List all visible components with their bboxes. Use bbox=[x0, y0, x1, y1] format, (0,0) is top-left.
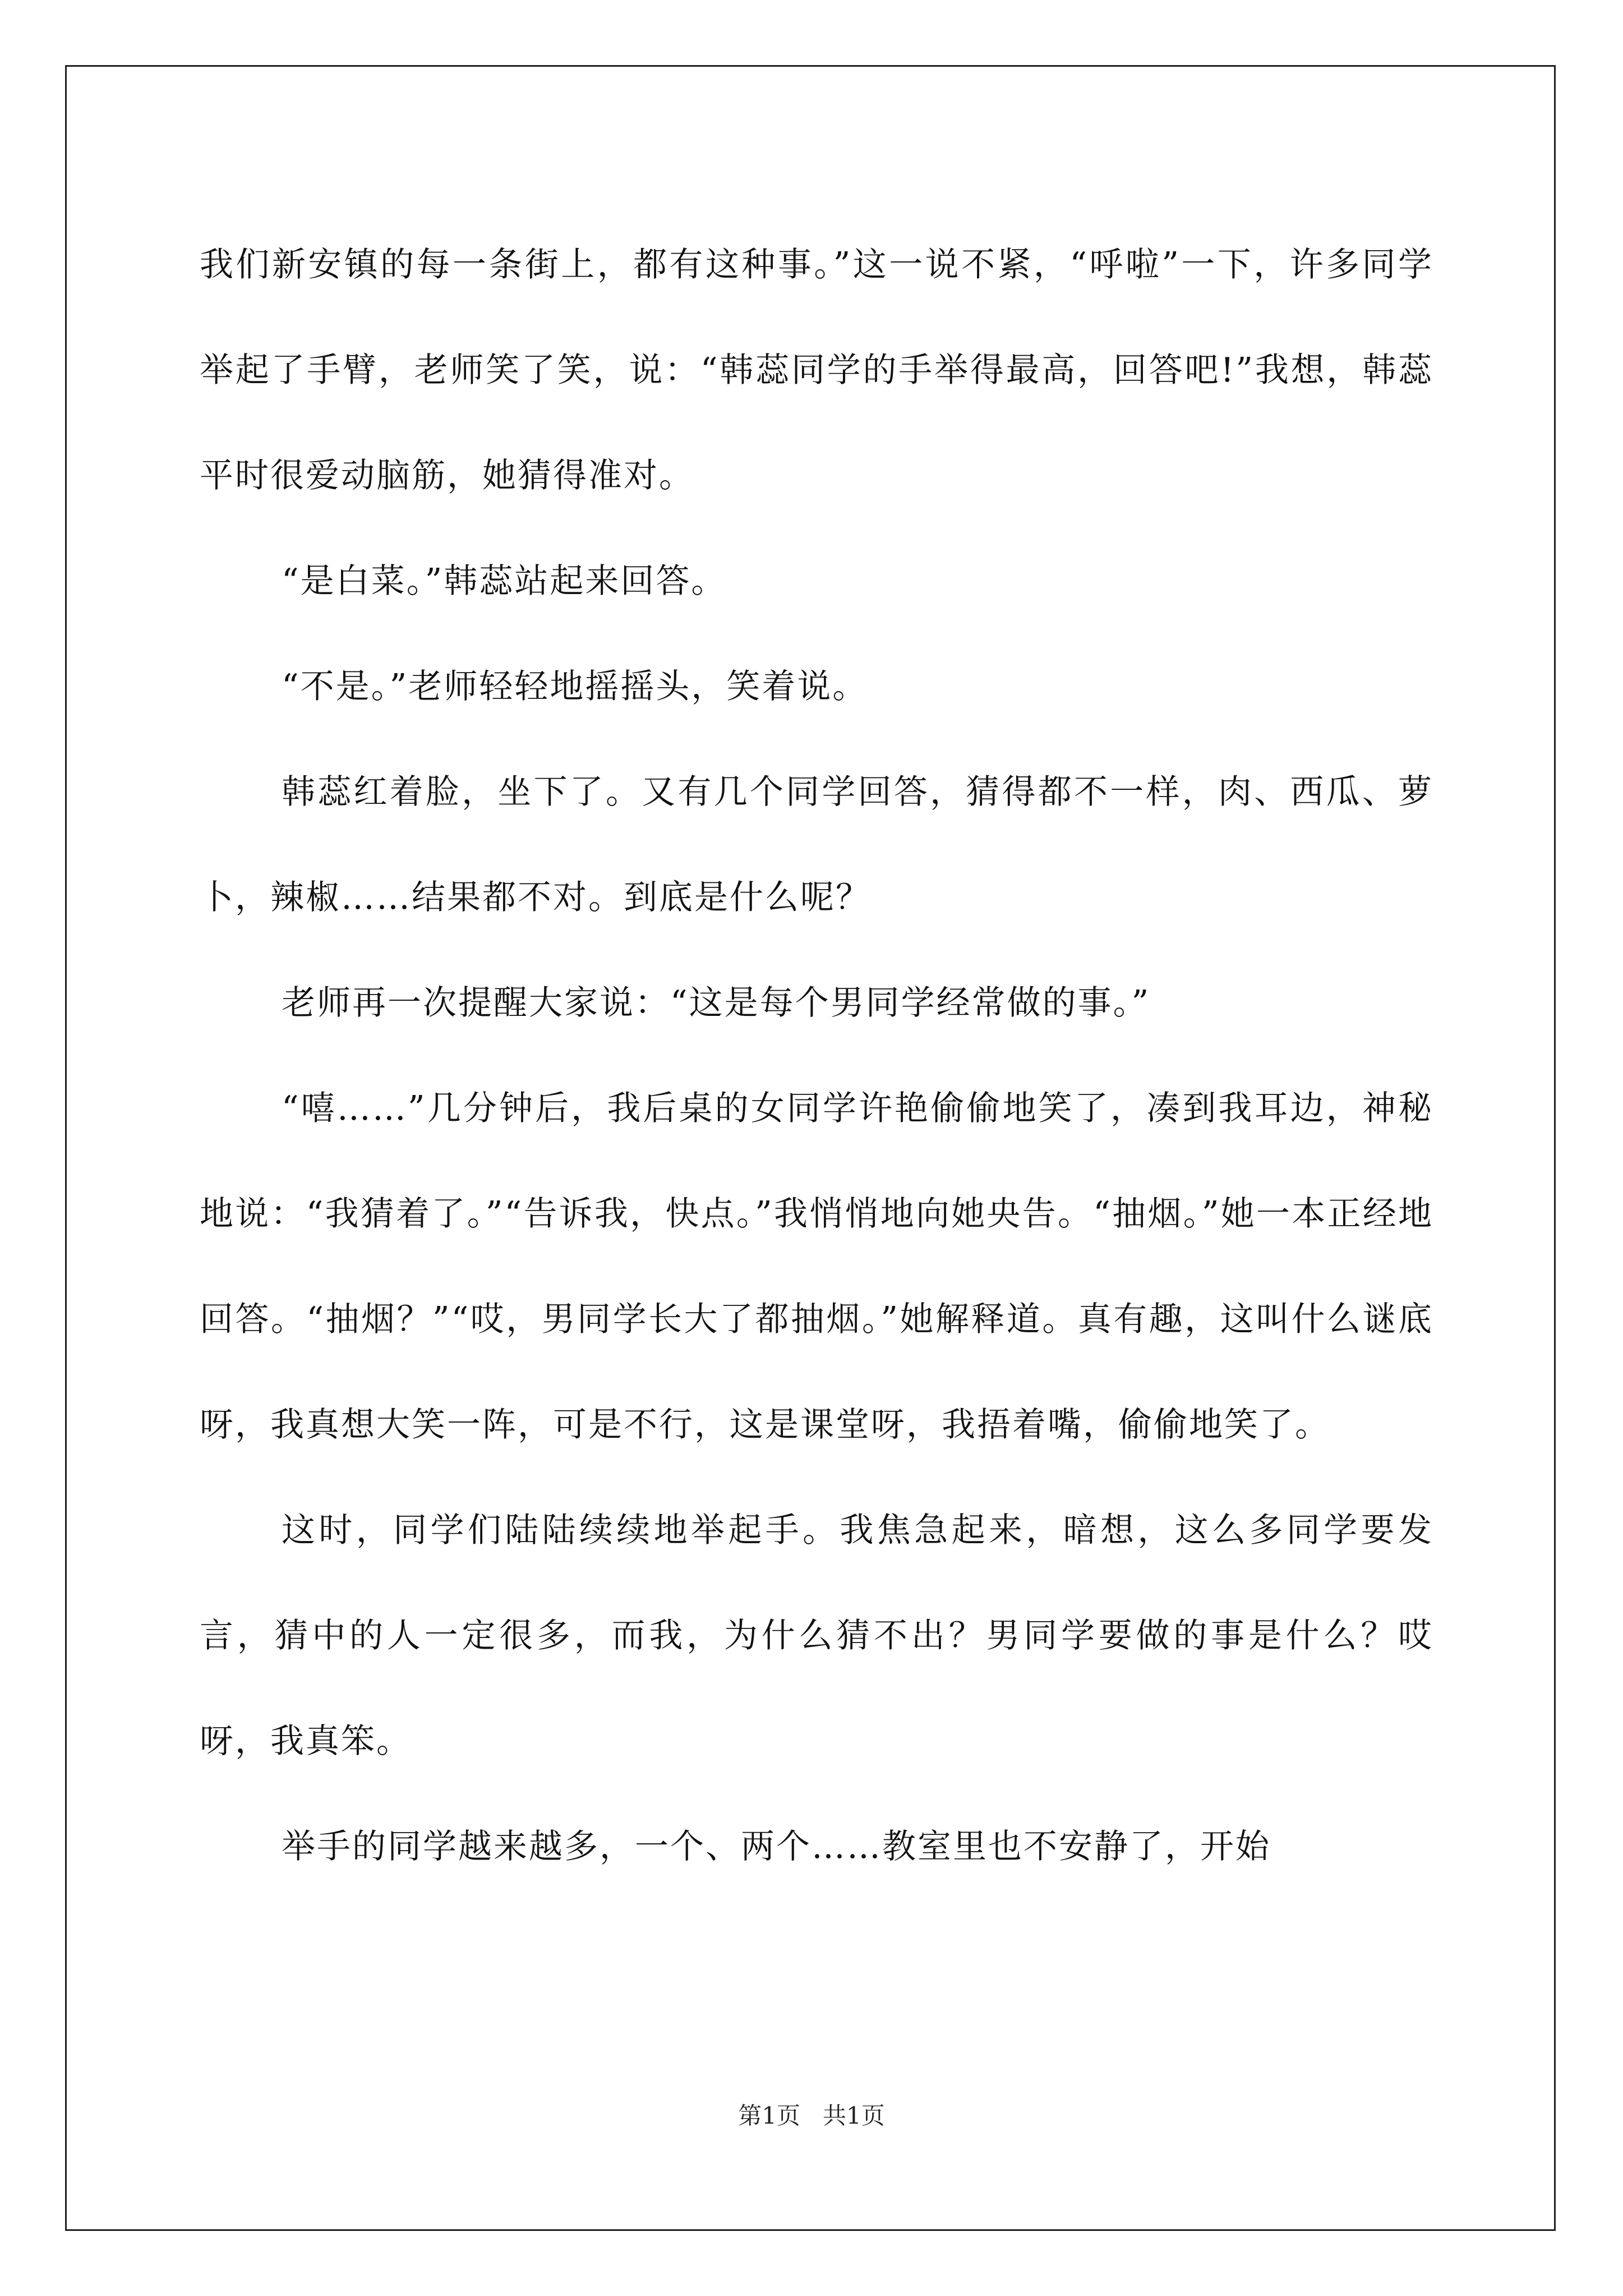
paragraph-1: 我们新安镇的每一条街上，都有这种事。”这一说不紧，“呼啦”一下，许多同学举起了手臂，老师笑了笑，说：“韩蕊同学的手举得最高，回答吧!”我想，韩蕊平时很爱动脑筋，她猜得准对。 bbox=[200, 245, 1433, 495]
paragraph-3: “不是。”老师轻轻地摇摇头，笑着说。 bbox=[282, 667, 868, 706]
page-total: 共1页 bbox=[823, 2102, 885, 2129]
paragraph-4: 韩蕊红着脸，坐下了。又有几个同学回答，猜得都不一样，肉、西瓜、萝卜，辣椒……结果都不对。到底是什么呢？ bbox=[200, 772, 1433, 917]
document-body bbox=[200, 212, 1433, 1899]
paragraph-7: 这时，同学们陆陆续续地举起手。我焦急起来，暗想，这么多同学要发言，猜中的人一定很多，而我，为什么猜不出？男同学要做的事是什么？哎呀，我真笨。 bbox=[200, 1511, 1433, 1761]
paragraph-8: 举手的同学越来越多，一个、两个……教室里也不安静了，开始 bbox=[282, 1827, 1271, 1866]
page-footer bbox=[0, 2099, 1623, 2133]
paragraph-2: “是白菜。”韩蕊站起来回答。 bbox=[282, 562, 727, 601]
paragraph-6: “嘻……”几分钟后，我后桌的女同学许艳偷偷地笑了，凑到我耳边，神秘地说：“我猜着了。”“告诉我，快点。”我悄悄地向她央告。“抽烟。”她一本正经地回答。“抽烟？”“哎，男同学长大了都抽烟。”她解释道。真有趣，这叫什么谜底呀，我真想大笑一阵，可是不行，这是课堂呀，我捂着嘴，偷偷地笑了。 bbox=[200, 1089, 1433, 1444]
paragraph-5: 老师再一次提醒大家说：“这是每个男同学经常做的事。” bbox=[282, 983, 1151, 1023]
page-number: 第1页 bbox=[738, 2102, 800, 2129]
